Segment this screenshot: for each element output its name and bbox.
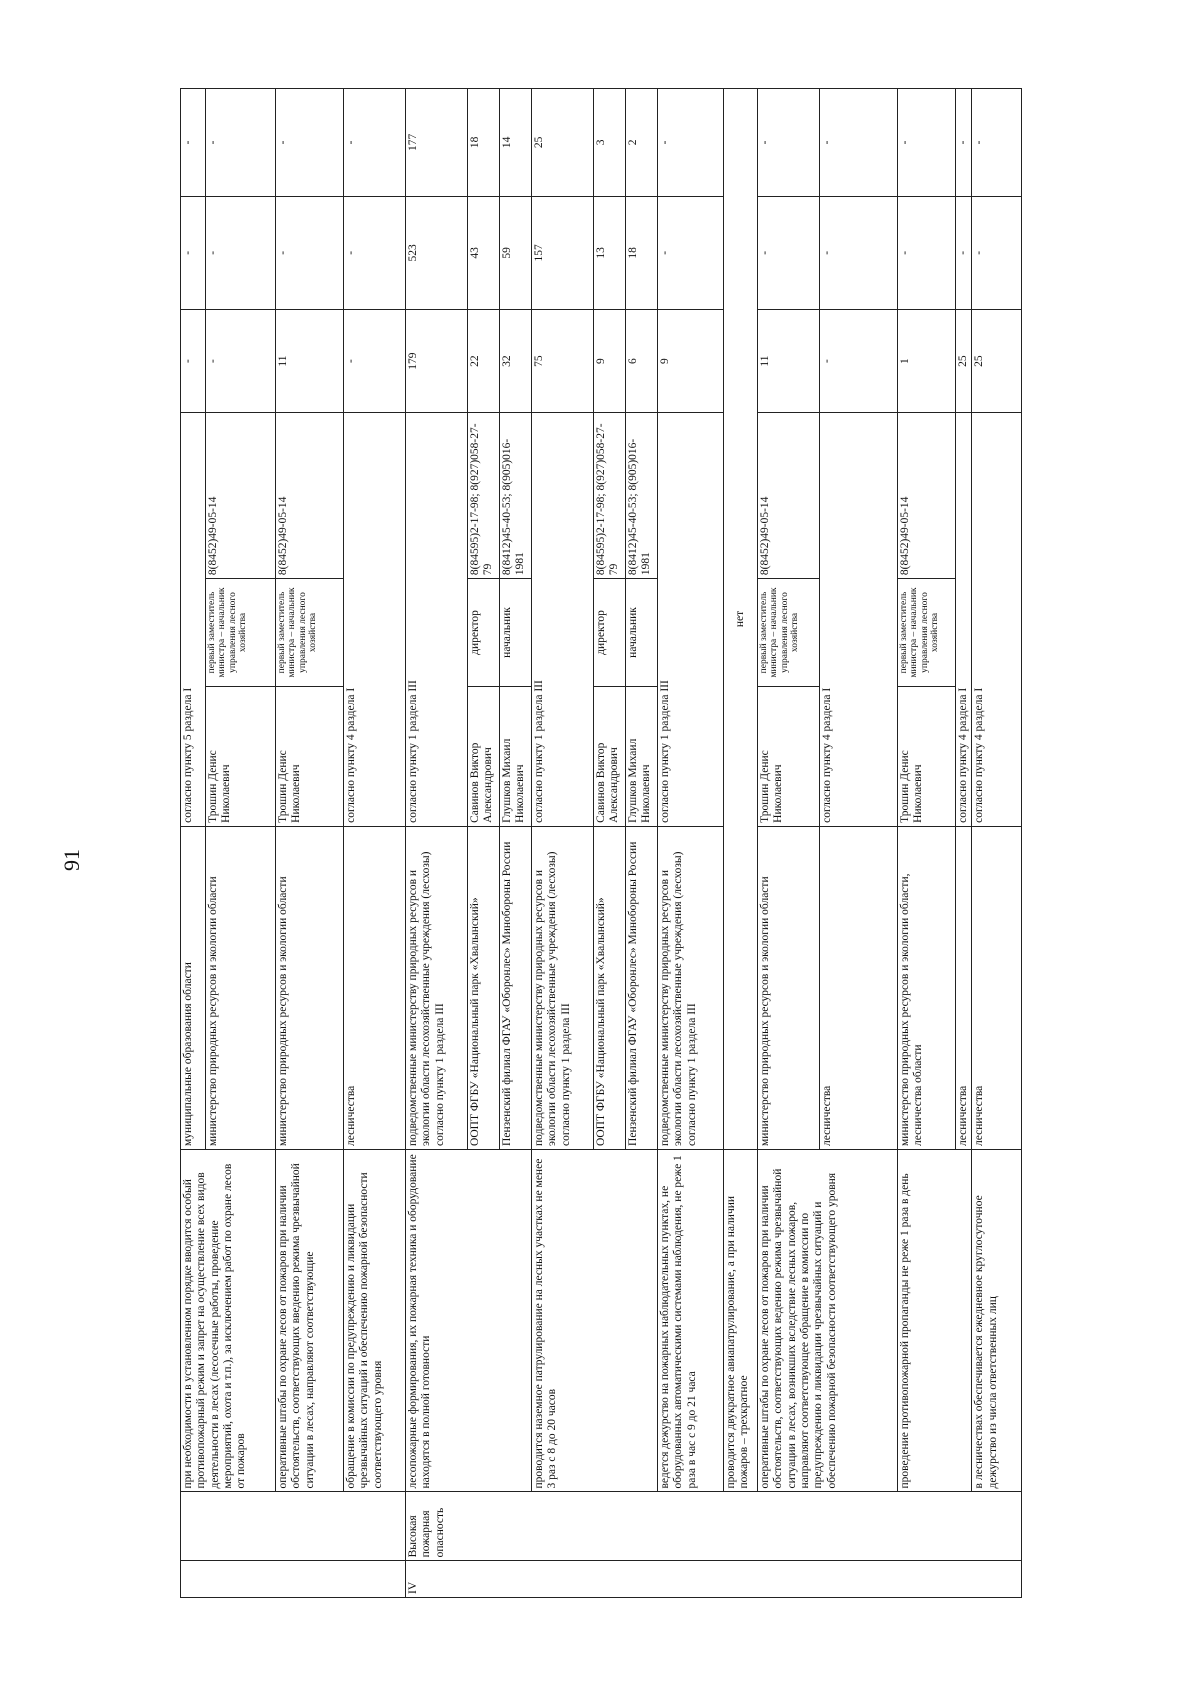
- table-row: [898, 89, 956, 1598]
- cell-phone: 8(8452)49-05-14: [206, 413, 276, 579]
- cell-executor: лесничества: [972, 826, 1022, 1149]
- cell-measure: при необходимости в установленном порядке вводится особый противопожарный режим и запрет на осуществление всех видов деятельности в лесах (лесосечные работы, проведение мероприятий, охота и т.п.), за исключением работ по охране лесов от пожаров: [181, 1149, 276, 1492]
- cell-phone: 8(8412)45-40-53; 8(905)016-1981: [500, 413, 532, 579]
- cell-person: Савинов Виктор Александрович: [468, 686, 500, 826]
- cell-count-2: -: [658, 196, 724, 309]
- cell-position: начальник: [626, 579, 658, 687]
- cell-phone: 8(8452)49-05-14: [758, 413, 820, 579]
- table-row: [724, 89, 758, 1598]
- cell-reference: согласно пункту 4 раздела I: [344, 413, 406, 827]
- rotated-table-wrapper: [180, 88, 1085, 1598]
- cell-phone: 8(8452)49-05-14: [898, 413, 956, 579]
- cell-reference: согласно пункту 1 раздела III: [658, 413, 724, 827]
- cell-count-1: 25: [956, 309, 972, 412]
- cell-executor: министерство природных ресурсов и экологии области: [206, 826, 276, 1149]
- cell-count-3: -: [758, 89, 820, 197]
- table-row: [276, 89, 344, 1598]
- cell-executor: подведомственные министерству природных ресурсов и экологии области лесохозяйственные учреждения (лесхозы) согласно пункту 1 раздела III: [658, 826, 724, 1149]
- cell-count-2: -: [344, 196, 406, 309]
- cell-count-3: -: [276, 89, 344, 197]
- cell-measure: обращение в комиссии по предупреждению и ликвидации чрезвычайных ситуаций и обеспечению пожарной безопасности соответствующего уровня: [344, 1149, 406, 1492]
- cell-phone: 8(8412)45-40-53; 8(905)016-1981: [626, 413, 658, 579]
- cell-class-name: Высокая пожарная опасность: [406, 1492, 1022, 1561]
- cell-count-2: -: [956, 196, 972, 309]
- cell-count-3: -: [658, 89, 724, 197]
- cell-count-2: -: [898, 196, 956, 309]
- cell-class-name: [181, 1492, 406, 1561]
- cell-count-1: 6: [626, 309, 658, 412]
- table-row: [406, 89, 468, 1598]
- cell-count-1: -: [820, 309, 898, 412]
- cell-executor: Пензенский филиал ФГАУ «Оборонлес» Минобороны России: [500, 826, 532, 1149]
- cell-position: первый заместитель министра – начальник управления лесного хозяйства: [898, 579, 956, 687]
- page-number: 91: [59, 849, 84, 871]
- cell-count-3: 177: [406, 89, 468, 197]
- cell-executor: лесничества: [344, 826, 406, 1149]
- cell-executor: ООПТ ФГБУ «Национальный парк «Хвалынский»: [468, 826, 500, 1149]
- cell-count-1: 32: [500, 309, 532, 412]
- table-row: [181, 89, 206, 1598]
- cell-executor: Пензенский филиал ФГАУ «Оборонлес» Минобороны России: [626, 826, 658, 1149]
- cell-measure: оперативные штабы по охране лесов от пожаров при наличии обстоятельств, соответствующих ведению режима чрезвычайной ситуации в лесах, возникших вследствие лесных пожаров, направляют соответствующее обращение в комиссии по предупреждению и ликвидации чрезвычайных ситуаций и обеспечению пожарной безопасности соответствующего уровня: [758, 1149, 898, 1492]
- cell-class: [181, 1561, 406, 1598]
- cell-measure: ведется дежурство на пожарных наблюдательных пунктах, не оборудованных автоматическими системами наблюдения, не реже 1 раза в час с 9 до 21 часа: [658, 1149, 724, 1492]
- cell-executor: министерство природных ресурсов и экологии области: [276, 826, 344, 1149]
- cell-count-1: 179: [406, 309, 468, 412]
- cell-count-2: -: [758, 196, 820, 309]
- cell-count-2: 157: [532, 196, 594, 309]
- table-row: [758, 89, 820, 1598]
- cell-executor: муниципальные образования области: [181, 826, 206, 1149]
- cell-count-2: 18: [626, 196, 658, 309]
- cell-reference: согласно пункту 4 раздела I: [820, 413, 898, 827]
- cell-count-2: 43: [468, 196, 500, 309]
- cell-count-3: -: [344, 89, 406, 197]
- cell-position: директор: [594, 579, 626, 687]
- cell-count-2: -: [820, 196, 898, 309]
- cell-count-2: 523: [406, 196, 468, 309]
- cell-count-3: -: [820, 89, 898, 197]
- cell-executor: министерство природных ресурсов и экологии области: [758, 826, 820, 1149]
- cell-position: первый заместитель министра – начальник управления лесного хозяйства: [206, 579, 276, 687]
- cell-none: нет: [724, 89, 758, 1150]
- cell-reference: согласно пункту 1 раздела III: [406, 413, 468, 827]
- cell-count-1: 11: [758, 309, 820, 412]
- cell-count-1: 9: [594, 309, 626, 412]
- cell-person: Трошин Денис Николаевич: [206, 686, 276, 826]
- cell-executor: лесничества: [820, 826, 898, 1149]
- cell-position: директор: [468, 579, 500, 687]
- cell-reference: согласно пункту 4 раздела I: [956, 413, 972, 827]
- cell-person: Трошин Денис Николаевич: [276, 686, 344, 826]
- cell-person: Трошин Денис Николаевич: [758, 686, 820, 826]
- cell-count-2: -: [972, 196, 1022, 309]
- cell-count-3: -: [956, 89, 972, 197]
- cell-count-1: 11: [276, 309, 344, 412]
- cell-count-2: -: [276, 196, 344, 309]
- cell-phone: 8(84595)2-17-98; 8(927)058-27-79: [594, 413, 626, 579]
- cell-measure: проведение противопожарной пропаганды не реже 1 раза в день: [898, 1149, 972, 1492]
- cell-count-1: 1: [898, 309, 956, 412]
- table-row: [972, 89, 1022, 1598]
- cell-measure: в лесничествах обеспечивается ежедневное круглосуточное дежурство из числа ответственных лиц: [972, 1149, 1022, 1492]
- fire-danger-measures-table: [180, 88, 1022, 1598]
- cell-count-1: -: [344, 309, 406, 412]
- cell-count-2: 13: [594, 196, 626, 309]
- cell-person: Савинов Виктор Александрович: [594, 686, 626, 826]
- cell-count-1: 22: [468, 309, 500, 412]
- cell-executor: подведомственные министерству природных ресурсов и экологии области лесохозяйственные учреждения (лесхозы) согласно пункту 1 раздела III: [532, 826, 594, 1149]
- cell-measure: проводится наземное патрулирование на лесных участках не менее 3 раз с 8 до 20 часов: [532, 1149, 658, 1492]
- cell-position: первый заместитель министра – начальник управления лесного хозяйства: [758, 579, 820, 687]
- cell-class: IV: [406, 1561, 1022, 1598]
- cell-person: Глушков Михаил Николаевич: [626, 686, 658, 826]
- cell-count-3: 2: [626, 89, 658, 197]
- cell-count-3: -: [181, 89, 206, 197]
- cell-position: первый заместитель министра – начальник управления лесного хозяйства: [276, 579, 344, 687]
- cell-executor: ООПТ ФГБУ «Национальный парк «Хвалынский»: [594, 826, 626, 1149]
- cell-measure: лесопожарные формирования, их пожарная техника и оборудование находятся в полной готовности: [406, 1149, 532, 1492]
- cell-count-3: -: [206, 89, 276, 197]
- cell-executor: подведомственные министерству природных ресурсов и экологии области лесохозяйственные учреждения (лесхозы) согласно пункту 1 раздела III: [406, 826, 468, 1149]
- cell-count-2: -: [206, 196, 276, 309]
- cell-count-3: -: [972, 89, 1022, 197]
- cell-executor: министерство природных ресурсов и экологии области, лесничества области: [898, 826, 956, 1149]
- cell-measure: проводится двукратное авиапатрулирование, а при наличии пожаров – трехкратное: [724, 1149, 758, 1492]
- table-row: [532, 89, 594, 1598]
- cell-reference: согласно пункту 1 раздела III: [532, 413, 594, 827]
- cell-count-3: -: [898, 89, 956, 197]
- cell-count-3: 3: [594, 89, 626, 197]
- cell-phone: 8(84595)2-17-98; 8(927)058-27-79: [468, 413, 500, 579]
- cell-measure: оперативные штабы по охране лесов от пожаров при наличии обстоятельств, соответствующих введению режима чрезвычайной ситуации в лесах, направляют соответствующие: [276, 1149, 344, 1492]
- cell-count-3: 14: [500, 89, 532, 197]
- cell-executor: лесничества: [956, 826, 972, 1149]
- cell-count-1: 75: [532, 309, 594, 412]
- table-row: [658, 89, 724, 1598]
- cell-count-1: 9: [658, 309, 724, 412]
- cell-count-2: 59: [500, 196, 532, 309]
- cell-count-1: 25: [972, 309, 1022, 412]
- cell-reference: согласно пункту 5 раздела I: [181, 413, 206, 827]
- cell-count-3: 18: [468, 89, 500, 197]
- cell-count-3: 25: [532, 89, 594, 197]
- table-row: [344, 89, 406, 1598]
- cell-phone: 8(8452)49-05-14: [276, 413, 344, 579]
- cell-reference: согласно пункту 4 раздела I: [972, 413, 1022, 827]
- cell-person: Трошин Денис Николаевич: [898, 686, 956, 826]
- cell-count-1: -: [181, 309, 206, 412]
- cell-position: начальник: [500, 579, 532, 687]
- cell-count-1: -: [206, 309, 276, 412]
- cell-person: Глушков Михаил Николаевич: [500, 686, 532, 826]
- cell-count-2: -: [181, 196, 206, 309]
